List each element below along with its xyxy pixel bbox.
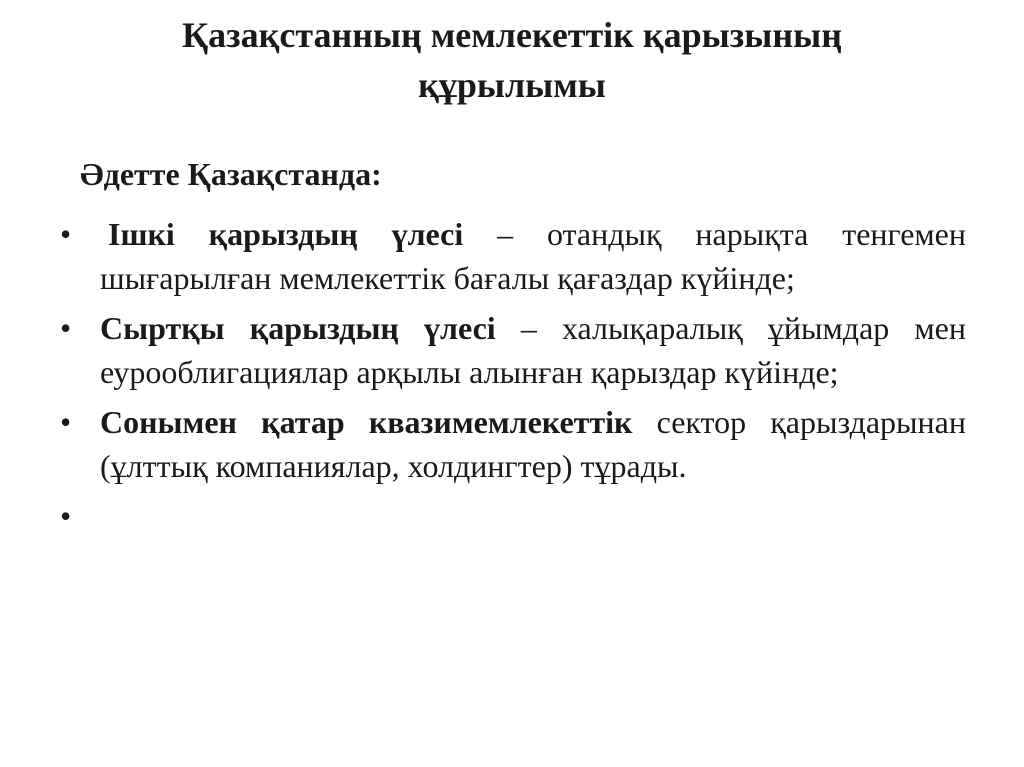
- title-line-1: Қазақстанның мемлекеттік қарызының: [182, 15, 842, 55]
- bullet-item-external-debt: [60, 306, 966, 394]
- bullet-list: [60, 212, 966, 544]
- bullet-item-quasi-public-debt: [60, 400, 966, 488]
- slide-subtitle: Әдетте Қазақстанда:: [80, 156, 382, 192]
- bullet-bold-term: Ішкі қарыздың үлесі: [108, 216, 464, 252]
- bullet-marker: •: [60, 498, 72, 534]
- bullet-description: сектор қарыздарынан (ұлттық компаниялар, холдингтер) тұрады.: [100, 404, 967, 484]
- bullet-text: [100, 400, 966, 488]
- bullet-text: [100, 306, 966, 394]
- bullet-marker: •: [60, 404, 72, 440]
- bullet-description: – халықаралық ұйымдар мен еурооблигациялар арқылы алынған қарыздар күйінде;: [100, 310, 967, 390]
- bullet-bold-term: Сонымен қатар квазимемлекеттік: [100, 404, 633, 440]
- bullet-item-empty: [60, 494, 966, 538]
- bullet-description: – отандық нарықта тенгемен шығарылған мемлекеттік бағалы қағаздар күйінде;: [100, 216, 967, 296]
- slide-title: [0, 10, 1024, 110]
- bullet-bold-term: Сыртқы қарыздың үлесі: [100, 310, 496, 346]
- bullet-item-domestic-debt: [60, 212, 966, 300]
- bullet-text: [100, 212, 966, 300]
- bullet-marker: •: [60, 310, 72, 346]
- title-line-2: құрылымы: [418, 65, 606, 105]
- bullet-marker: •: [60, 216, 72, 252]
